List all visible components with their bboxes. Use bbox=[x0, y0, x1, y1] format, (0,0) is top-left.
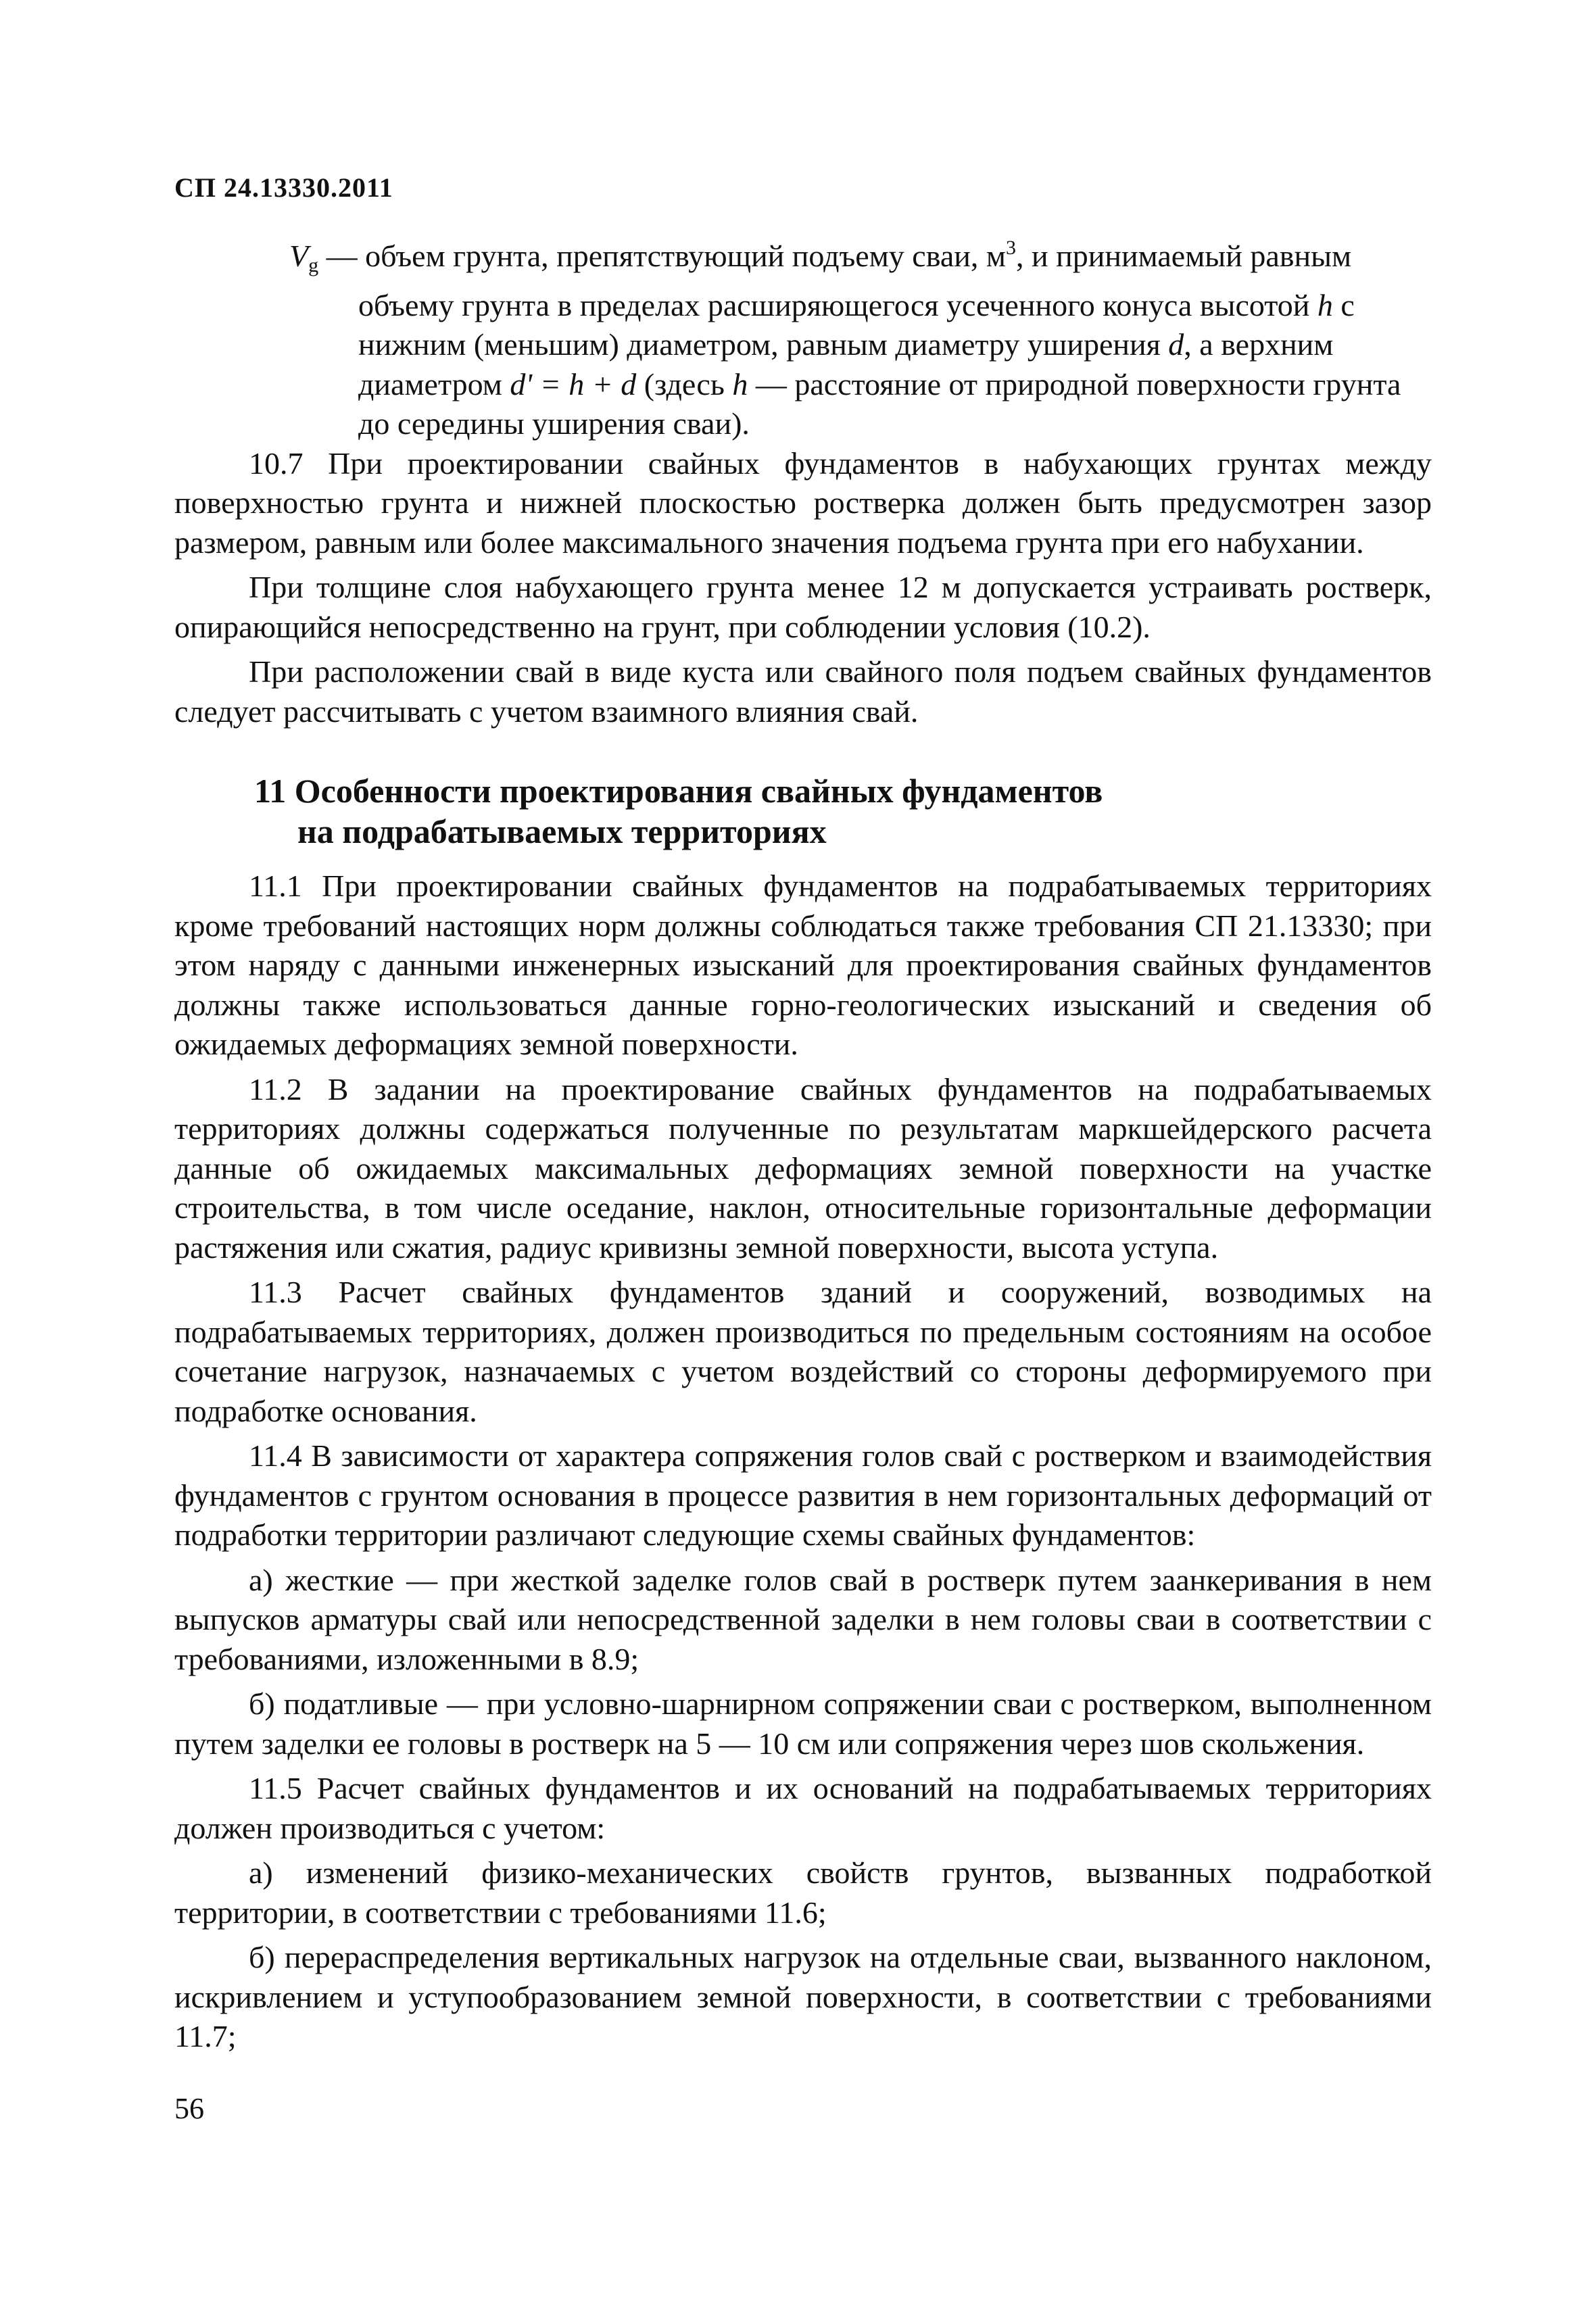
section-heading-line-1: 11 Особенности проектирования свайных фундаментов bbox=[254, 772, 1103, 810]
section-heading-line-2: на подрабатываемых территориях bbox=[297, 812, 827, 850]
definition-text-5: (здесь bbox=[636, 366, 733, 401]
paragraph-11-3: 11.3 Расчет свайных фундаментов зданий и сооружений, возводимых на подрабатываемых территориях, должен производиться по предельным состояниям на особое сочетание нагрузок, назначаемых с учетом воздействий со стороны деформируемого при подработке основания. bbox=[174, 1275, 1432, 1428]
symbol-d: d bbox=[1168, 327, 1184, 362]
paragraph-11-5: 11.5 Расчет свайных фундаментов и их оснований на подрабатываемых территориях должен производиться с учетом: bbox=[174, 1771, 1432, 1845]
definition-text-2: , и принимаемый равным объему грунта в пределах расширяющегося усеченного конуса высотой bbox=[358, 239, 1352, 322]
unit-superscript: 3 bbox=[1005, 237, 1016, 259]
definition-text-1: — объем грунта, препятствующий подъему сваи, м bbox=[318, 239, 1006, 273]
list-item-11-5-a: а) изменений физико-механических свойств грунтов, вызванных подработкой территории, в соответствии с требованиями 11.6; bbox=[174, 1855, 1432, 1930]
section-heading bbox=[174, 771, 1432, 852]
paragraph-pile-cluster: При расположении свай в виде куста или свайного поля подъем свайных фундаментов следует рассчитывать с учетом взаимного влияния свай. bbox=[174, 654, 1432, 729]
document-code-header: СП 24.13330.2011 bbox=[174, 172, 393, 203]
paragraph-11-4: 11.4 В зависимости от характера сопряжения голов свай с ростверком и взаимодействия фундаментов с грунтом основания в процессе развития в нем горизонтальных деформаций от подработки территории различают следующие схемы свайных фундаментов: bbox=[174, 1438, 1432, 1552]
symbol-h-2: h bbox=[732, 366, 748, 401]
definition-text-4: , а верхним диаметром bbox=[358, 327, 1334, 401]
definition-vg bbox=[174, 237, 1432, 444]
list-item-11-4-a: а) жесткие — при жесткой заделке голов свай в ростверк путем заанкеривания в нем выпусков арматуры свай или непосредственной заделки в нем головы сваи в соответствии с требованиями, изложенными в 8.9; bbox=[174, 1562, 1432, 1676]
symbol-v: V bbox=[289, 239, 309, 273]
paragraph-11-2: 11.2 В задании на проектирование свайных фундаментов на подрабатываемых территориях должны содержаться полученные по результатам маркшейдерского расчета данные об ожидаемых максимальных деформациях земной поверхности на участке строительства, в том числе оседание, наклон, относительные горизонтальные деформации растяжения или сжатия, радиус кривизны земной поверхности, высота уступа. bbox=[174, 1071, 1432, 1265]
definition-text-3: с нижним (меньшим) диаметром, равным диаметру уширения bbox=[358, 287, 1355, 362]
symbol-h: h bbox=[1317, 287, 1333, 322]
paragraph-11-1: 11.1 При проектировании свайных фундаментов на подрабатываемых территориях кроме требований настоящих норм должны соблюдаться также требования СП 21.13330; при этом наряду с данными инженерных изысканий для проектирования свайных фундаментов должны также использоваться данные горно-геологических изысканий и сведения об ожидаемых деформациях земной поверхности. bbox=[174, 869, 1432, 1061]
list-item-11-4-b: б) податливые — при условно-шарнирном сопряжении сваи с ростверком, выполненном путем заделки ее головы в ростверк на 5 — 10 см или сопряжения через шов скольжения. bbox=[174, 1686, 1432, 1761]
symbol-subscript: g bbox=[308, 254, 319, 276]
formula: d' = h + d bbox=[510, 366, 637, 401]
page-number: 56 bbox=[174, 2092, 204, 2125]
definition-text-6: — расстояние от природной поверхности грунта до середины уширения сваи). bbox=[358, 366, 1401, 441]
paragraph-10-7: 10.7 При проектировании свайных фундаментов в набухающих грунтах между поверхностью грунта и нижней плоскостью ростверка должен быть предусмотрен зазор размером, равным или более максимального значения подъема грунта при его набухании. bbox=[174, 445, 1432, 560]
paragraph-swelling-thickness: При толщине слоя набухающего грунта менее 12 м допускается устраивать ростверк, опирающийся непосредственно на грунт, при соблюдении условия (10.2). bbox=[174, 570, 1432, 644]
document-body bbox=[174, 237, 1432, 2057]
list-item-11-5-b: б) перераспределения вертикальных нагрузок на отдельные сваи, вызванного наклоном, искривлением и уступообразованием земной поверхности, в соответствии с требованиями 11.7; bbox=[174, 1940, 1432, 2053]
